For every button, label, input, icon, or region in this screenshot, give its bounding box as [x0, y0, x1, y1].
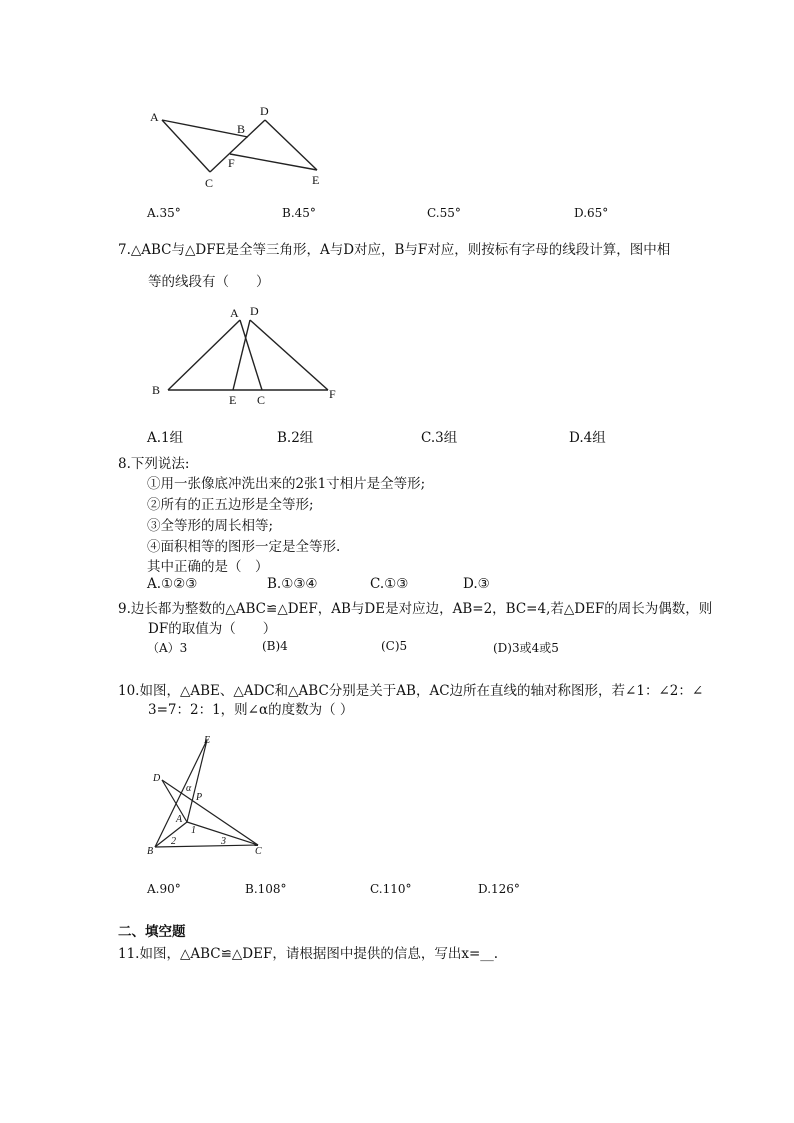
q8-question: 其中正确的是（ ）: [147, 559, 269, 575]
q10-label-E: E: [204, 735, 211, 746]
q6-option-c: C.55°: [427, 206, 461, 220]
q9-stem-line2: DF的取值为（ ）: [148, 621, 277, 637]
q11-stem: 11.如图，△ABC≌△DEF，请根据图中提供的信息，写出x=__.: [118, 946, 499, 962]
q7-figure: [160, 310, 340, 400]
q6-label-A: A: [150, 110, 159, 124]
q7-label-C: C: [257, 393, 266, 407]
q8-option-a: A.①②③: [147, 576, 198, 592]
q10-option-b: B.108°: [245, 882, 287, 896]
q10-label-2: 2: [171, 836, 176, 847]
q7-label-D: D: [250, 304, 259, 318]
section-title-fill-blank: 二、填空题: [118, 924, 186, 940]
q9-option-b: (B)4: [262, 639, 288, 653]
q10-label-A: A: [176, 814, 183, 825]
q9-option-c: (C)5: [381, 639, 408, 653]
q8-item-3: ③全等形的周长相等;: [147, 518, 274, 534]
q7-stem-line1: 7.△ABC与△DFE是全等三角形，A与D对应，B与F对应，则按标有字母的线段计算，图中相: [118, 242, 671, 258]
q7-stem-line2: 等的线段有（ ）: [148, 274, 270, 290]
q10-label-alpha: α: [186, 783, 192, 794]
q10-label-P: P: [196, 792, 203, 803]
q10-label-C: C: [255, 846, 262, 857]
q10-option-c: C.110°: [370, 882, 412, 896]
q6-option-b: B.45°: [282, 206, 316, 220]
q6-label-C: C: [205, 176, 214, 190]
q7-option-d: D.4组: [569, 430, 606, 446]
q10-figure: [140, 730, 280, 860]
q6-option-a: A.35°: [147, 206, 181, 220]
q6-label-F: F: [228, 156, 235, 170]
q6-figure: [140, 100, 340, 195]
q7-option-a: A.1组: [147, 430, 184, 446]
q7-label-B: B: [152, 383, 161, 397]
q6-label-D: D: [260, 104, 269, 118]
q7-label-E: E: [229, 393, 237, 407]
q6-label-E: E: [312, 173, 320, 187]
q7-label-F: F: [329, 387, 336, 401]
q6-option-d: D.65°: [574, 206, 609, 220]
q9-option-d: (D)3或4或5: [493, 641, 559, 655]
q9-option-a: （A）3: [147, 641, 188, 655]
q10-label-B: B: [147, 846, 154, 857]
q10-stem-line2: 3=7：2：1，则∠α的度数为（ ）: [148, 702, 354, 718]
q10-option-a: A.90°: [147, 882, 181, 896]
q8-stem: 8.下列说法:: [118, 456, 190, 472]
q8-option-b: B.①③④: [267, 576, 318, 592]
q10-label-3: 3: [221, 836, 226, 847]
q8-option-c: C.①③: [370, 576, 409, 592]
q7-option-b: B.2组: [277, 430, 314, 446]
q8-item-4: ④面积相等的图形一定是全等形.: [147, 539, 341, 555]
q10-stem-line1: 10.如图，△ABE、△ADC和△ABC分别是关于AB，AC边所在直线的轴对称图形，若∠1：∠2：∠: [118, 683, 704, 699]
q10-option-d: D.126°: [478, 882, 520, 896]
q8-item-1: ①用一张像底冲洗出来的2张1寸相片是全等形;: [147, 476, 426, 492]
q7-label-A: A: [230, 306, 239, 320]
q10-label-D: D: [153, 773, 161, 784]
q8-item-2: ②所有的正五边形是全等形;: [147, 497, 314, 513]
q8-option-d: D.③: [463, 576, 490, 592]
q6-label-B: B: [237, 122, 246, 136]
q10-label-1: 1: [191, 825, 196, 836]
q7-option-c: C.3组: [421, 430, 458, 446]
q9-stem-line1: 9.边长都为整数的△ABC≌△DEF，AB与DE是对应边，AB=2，BC=4,若△DEF的周长为偶数，则: [118, 601, 713, 617]
